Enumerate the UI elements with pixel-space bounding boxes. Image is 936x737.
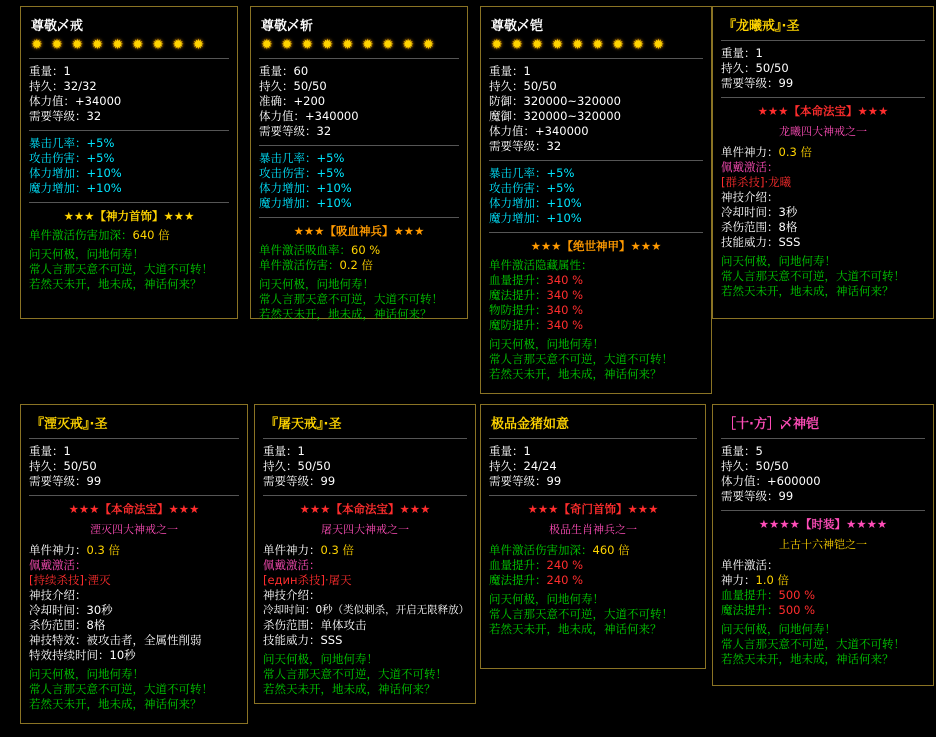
divider bbox=[259, 58, 459, 59]
divider bbox=[29, 58, 229, 59]
section-header: ★★★【本命法宝】★★★ bbox=[68, 502, 200, 516]
skill-power: 技能威力：SSS bbox=[721, 235, 801, 249]
bonus-row: 物防提升：340 % bbox=[489, 303, 584, 317]
bonus-row: 暴击几率：+5% bbox=[489, 166, 575, 180]
skill-name: [един杀技]·屠天 bbox=[263, 573, 352, 587]
section-header: ★★★【本命法宝】★★★ bbox=[299, 502, 431, 516]
bonus-row: 血量提升：240 % bbox=[489, 558, 584, 572]
bonus-row: 血量提升：340 % bbox=[489, 273, 584, 287]
skill-power: 技能威力：SSS bbox=[263, 633, 343, 647]
stat-row: 持久：32/32 bbox=[29, 79, 97, 93]
stat-row: 需要等级：99 bbox=[721, 76, 794, 90]
lore-row: 问天何极，问地何寿！ bbox=[489, 592, 604, 606]
stat-row: 重量：60 bbox=[259, 64, 309, 78]
skill-effect: 神技特效：被攻击者，全属性削弱 bbox=[29, 633, 202, 647]
skill-name: [群杀技]·龙曦 bbox=[721, 175, 792, 189]
item-card-1[interactable] bbox=[20, 6, 238, 319]
lore-row: 常人言那天意不可逆，大道不可转！ bbox=[721, 637, 905, 651]
item-title: 尊敬乄斩 bbox=[261, 19, 314, 34]
stat-row: 体力值：+34000 bbox=[29, 94, 122, 108]
divider bbox=[721, 510, 925, 511]
stat-row: 持久：50/50 bbox=[721, 61, 789, 75]
stat-row: 重量：1 bbox=[489, 444, 531, 458]
section-header: ★★★【吸血神兵】★★★ bbox=[293, 224, 425, 238]
stat-row: 持久：50/50 bbox=[489, 79, 557, 93]
stat-row: 魔御：320000~320000 bbox=[489, 109, 621, 123]
item-card-6[interactable] bbox=[254, 404, 476, 704]
section-header: ★★★【神力首饰】★★★ bbox=[63, 209, 195, 223]
skill-range: 杀伤范围：8格 bbox=[721, 220, 798, 234]
skill-cooldown: 冷却时间：0秒（类似刺杀，开启无限释放） bbox=[263, 604, 470, 616]
item-title: 『湮灭戒』·圣 bbox=[31, 417, 108, 432]
item-card-7[interactable] bbox=[480, 404, 706, 669]
bonus-row: 魔力增加：+10% bbox=[489, 211, 582, 225]
bonus-row: 暴击几率：+5% bbox=[259, 151, 345, 165]
bonus-row: 魔法提升：240 % bbox=[489, 573, 584, 587]
bonus-row: 神力：1.0 倍 bbox=[721, 573, 789, 587]
stat-row: 体力值：+340000 bbox=[489, 124, 589, 138]
lore-row: 若然天未开，地未成，神话何来？ bbox=[489, 367, 662, 381]
divider bbox=[721, 97, 925, 98]
bonus-row: 体力增加：+10% bbox=[259, 181, 352, 195]
stat-row: 防御：320000~320000 bbox=[489, 94, 621, 108]
skill-desc-label: 神技介绍： bbox=[721, 190, 779, 204]
stat-row: 需要等级：99 bbox=[29, 474, 102, 488]
bonus-row: 魔法提升：340 % bbox=[489, 288, 584, 302]
lore-row: 问天何极，问地何寿！ bbox=[489, 337, 604, 351]
item-title: ［十·方］乄神铠 bbox=[723, 417, 819, 432]
stat-row: 持久：50/50 bbox=[721, 459, 789, 473]
item-stars: ✹ ✹ ✹ ✹ ✹ ✹ ✹ ✹ ✹ bbox=[31, 37, 207, 53]
section-subtitle: 屠天四大神戒之一 bbox=[321, 523, 409, 536]
bonus-head: 单件激活隐藏属性： bbox=[489, 258, 593, 272]
lore-row: 若然天未开，地未成，神话何来？ bbox=[29, 277, 202, 291]
stat-row: 体力值：+340000 bbox=[259, 109, 359, 123]
divider bbox=[721, 438, 925, 439]
divider bbox=[489, 58, 703, 59]
stat-row: 准确：+200 bbox=[259, 94, 326, 108]
section-subtitle: 上古十六神铠之一 bbox=[779, 538, 867, 551]
lore-row: 常人言那天意不可逆，大道不可转！ bbox=[721, 269, 905, 283]
bonus-row: 攻击伤害：+5% bbox=[259, 166, 345, 180]
item-card-8[interactable] bbox=[712, 404, 934, 686]
skill-name: [持续杀技]·湮灭 bbox=[29, 573, 111, 587]
divider bbox=[29, 202, 229, 203]
lore-row: 常人言那天意不可逆，大道不可转！ bbox=[29, 682, 213, 696]
skill-desc-label: 神技介绍： bbox=[29, 588, 87, 602]
divider bbox=[489, 438, 697, 439]
stat-row: 重量：1 bbox=[489, 64, 531, 78]
stat-row: 需要等级：99 bbox=[489, 474, 562, 488]
section-subtitle: 湮灭四大神戒之一 bbox=[90, 523, 178, 536]
bonus-row: 佩戴激活： bbox=[29, 558, 87, 572]
skill-cooldown: 冷却时间：3秒 bbox=[721, 205, 798, 219]
bonus-row: 佩戴激活： bbox=[263, 558, 321, 572]
lore-row: 常人言那天意不可逆，大道不可转！ bbox=[489, 352, 673, 366]
item-card-5[interactable] bbox=[20, 404, 248, 724]
divider bbox=[489, 495, 697, 496]
divider bbox=[489, 232, 703, 233]
divider bbox=[721, 40, 925, 41]
section-subtitle: 龙曦四大神戒之一 bbox=[779, 125, 867, 138]
section-header: ★★★【奇门首饰】★★★ bbox=[527, 502, 659, 516]
item-title: 尊敬乄戒 bbox=[31, 19, 84, 34]
stat-row: 重量：1 bbox=[29, 444, 71, 458]
divider bbox=[263, 438, 467, 439]
item-title: 尊敬乄铠 bbox=[491, 19, 544, 34]
divider bbox=[259, 217, 459, 218]
lore-row: 常人言那天意不可逆，大道不可转！ bbox=[489, 607, 673, 621]
stat-row: 需要等级：99 bbox=[263, 474, 336, 488]
lore-row: 问天何极，问地何寿！ bbox=[721, 622, 836, 636]
stat-row: 需要等级：32 bbox=[259, 124, 332, 138]
skill-range: 杀伤范围：单体攻击 bbox=[263, 618, 367, 632]
item-stars: ✹ ✹ ✹ ✹ ✹ ✹ ✹ ✹ ✹ bbox=[261, 37, 437, 53]
divider bbox=[29, 495, 239, 496]
bonus-row: 单件激活伤害：0.2 倍 bbox=[259, 258, 373, 272]
stat-row: 持久：24/24 bbox=[489, 459, 557, 473]
stat-row: 重量：1 bbox=[263, 444, 305, 458]
lore-row: 若然天未开，地未成，神话何来？ bbox=[259, 307, 432, 321]
stat-row: 需要等级：32 bbox=[29, 109, 102, 123]
lore-row: 问天何极，问地何寿！ bbox=[29, 667, 144, 681]
lore-row: 若然天未开，地未成，神话何来？ bbox=[29, 697, 202, 711]
lore-row: 问天何极，问地何寿！ bbox=[721, 254, 836, 268]
item-title: 『屠天戒』·圣 bbox=[265, 417, 342, 432]
bonus-row: 暴击几率：+5% bbox=[29, 136, 115, 150]
bonus-row: 单件神力：0.3 倍 bbox=[263, 543, 354, 557]
bonus-row: 魔力增加：+10% bbox=[29, 181, 122, 195]
divider bbox=[263, 495, 467, 496]
stat-row: 需要等级：99 bbox=[721, 489, 794, 503]
bonus-row: 单件神力：0.3 倍 bbox=[29, 543, 120, 557]
stat-row: 持久：50/50 bbox=[29, 459, 97, 473]
bonus-row: 攻击伤害：+5% bbox=[29, 151, 115, 165]
section-header: ★★★【本命法宝】★★★ bbox=[757, 104, 889, 118]
divider bbox=[29, 438, 239, 439]
bonus-row: 单件激活伤害加深：460 倍 bbox=[489, 543, 630, 557]
item-card-3[interactable] bbox=[480, 6, 712, 394]
bonus-row: 体力增加：+10% bbox=[489, 196, 582, 210]
stat-row: 持久：50/50 bbox=[263, 459, 331, 473]
bonus-row: 魔力增加：+10% bbox=[259, 196, 352, 210]
lore-row: 问天何极，问地何寿！ bbox=[29, 247, 144, 261]
bonus-row: 体力增加：+10% bbox=[29, 166, 122, 180]
bonus-row: 单件激活伤害加深：640 倍 bbox=[29, 228, 170, 242]
item-stars: ✹ ✹ ✹ ✹ ✹ ✹ ✹ ✹ ✹ bbox=[491, 37, 667, 53]
bonus-row: 单件激活吸血率：60 % bbox=[259, 243, 381, 257]
lore-row: 常人言那天意不可逆，大道不可转！ bbox=[263, 667, 447, 681]
stat-row: 重量：1 bbox=[721, 46, 763, 60]
lore-row: 若然天未开，地未成，神话何来？ bbox=[263, 682, 436, 696]
skill-desc-label: 神技介绍： bbox=[263, 588, 321, 602]
section-header: ★★★【绝世神甲】★★★ bbox=[530, 239, 662, 253]
bonus-row: 攻击伤害：+5% bbox=[489, 181, 575, 195]
item-title: 『龙曦戒』·圣 bbox=[723, 19, 800, 34]
divider bbox=[29, 130, 229, 131]
bonus-row: 魔防提升：340 % bbox=[489, 318, 584, 332]
bonus-row: 单件神力：0.3 倍 bbox=[721, 145, 812, 159]
stat-row: 持久：50/50 bbox=[259, 79, 327, 93]
stat-row: 重量：5 bbox=[721, 444, 763, 458]
bonus-row: 魔法提升：500 % bbox=[721, 603, 816, 617]
lore-row: 常人言那天意不可逆，大道不可转！ bbox=[259, 292, 443, 306]
divider bbox=[259, 145, 459, 146]
lore-row: 若然天未开，地未成，神话何来？ bbox=[489, 622, 662, 636]
item-card-2[interactable] bbox=[250, 6, 468, 319]
skill-duration: 特效持续时间：10秒 bbox=[29, 648, 136, 662]
skill-cooldown: 冷却时间：30秒 bbox=[29, 603, 113, 617]
stat-row: 重量：1 bbox=[29, 64, 71, 78]
section-header: ★★★★【时装】★★★★ bbox=[758, 517, 888, 531]
bonus-row: 佩戴激活： bbox=[721, 160, 779, 174]
section-subtitle: 极品生肖神兵之一 bbox=[549, 523, 637, 536]
lore-row: 若然天未开，地未成，神话何来？ bbox=[721, 284, 894, 298]
item-title: 极品金猪如意 bbox=[491, 417, 570, 432]
lore-row: 若然天未开，地未成，神话何来？ bbox=[721, 652, 894, 666]
divider bbox=[489, 160, 703, 161]
item-card-4[interactable] bbox=[712, 6, 934, 319]
lore-row: 问天何极，问地何寿！ bbox=[263, 652, 378, 666]
stat-row: 需要等级：32 bbox=[489, 139, 562, 153]
bonus-head: 单件激活： bbox=[721, 558, 779, 572]
bonus-row: 血量提升：500 % bbox=[721, 588, 816, 602]
stat-row: 体力值：+600000 bbox=[721, 474, 821, 488]
lore-row: 问天何极，问地何寿！ bbox=[259, 277, 374, 291]
lore-row: 常人言那天意不可逆，大道不可转！ bbox=[29, 262, 213, 276]
skill-range: 杀伤范围：8格 bbox=[29, 618, 106, 632]
